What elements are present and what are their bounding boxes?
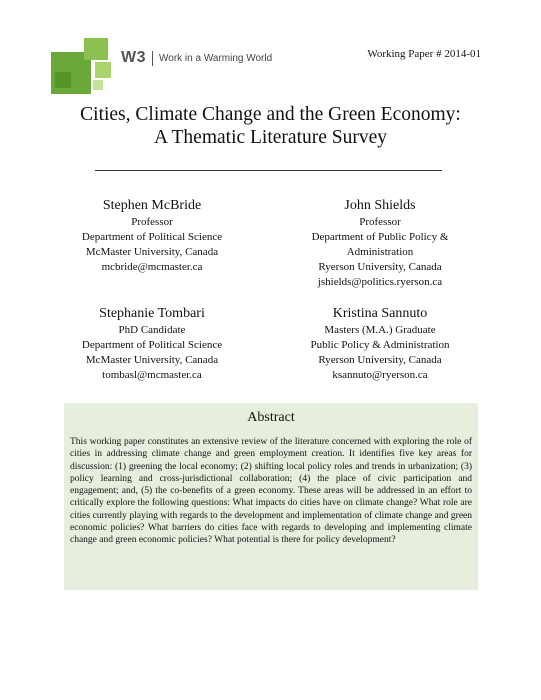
author-position: Professor: [359, 216, 401, 228]
author-name: Stephen McBride: [102, 198, 202, 213]
author-department: Department of Political Science: [81, 231, 223, 243]
author-department-cont: Administration: [346, 246, 414, 258]
author-position: Professor: [131, 216, 173, 228]
author-email: jshields@politics.ryerson.ca: [317, 276, 443, 288]
author-position: PhD Candidate: [118, 324, 186, 336]
author-university: McMaster University, Canada: [85, 354, 219, 366]
logo-square-right: [95, 62, 111, 78]
abstract-heading: Abstract: [247, 410, 295, 425]
brand: [121, 49, 272, 67]
brand-short: W3: [121, 49, 146, 66]
author-email: ksannuto@ryerson.ca: [332, 369, 428, 381]
logo-square-dark: [55, 72, 71, 88]
author-university: Ryerson University, Canada: [318, 261, 442, 273]
abstract-text: This working paper constitutes an extensive review of the literature concerned with exploring the role of cities in addressing climate change and green employment creation. It identifies five key areas for discussion: (1) greening the local economy; (2) shifting local policy roles and trends in urbanization; (3) policy learning and cross-jurisdictional collaboration; (4) the place of civic participation and engagement; and, (5) the co-benefits of a green economy. These areas will be addressed in an effort to critically explore the following questions: What impacts do cities have on climate change? What role are cities currently playing with regards to the development and implementation of climate change and green economic policies? What barriers do cities face with regards to developing and implementing climate change and green economic policies? What potential is there for policy development?: [70, 437, 472, 546]
working-paper-number: Working Paper # 2014-01: [367, 48, 481, 60]
title-line-1: Cities, Climate Change and the Green Economy:: [80, 104, 461, 125]
author-email: mcbride@mcmaster.ca: [101, 261, 203, 273]
author-block: [285, 305, 475, 383]
title-line-2: A Thematic Literature Survey: [153, 127, 388, 148]
logo-square-small: [93, 80, 103, 90]
author-position: Masters (M.A.) Graduate: [324, 324, 436, 336]
brand-tagline: Work in a Warming World: [159, 52, 273, 64]
brand-divider: [152, 51, 153, 66]
abstract-box: [64, 403, 478, 590]
author-university: McMaster University, Canada: [85, 246, 219, 258]
author-department: Department of Political Science: [81, 339, 223, 351]
author-department: Public Policy & Administration: [310, 339, 450, 351]
w3-logo-icon: [51, 38, 111, 94]
author-block: [57, 305, 247, 383]
author-university: Ryerson University, Canada: [318, 354, 442, 366]
author-email: tombasl@mcmaster.ca: [102, 369, 202, 381]
author-name: Stephanie Tombari: [99, 306, 205, 321]
title-divider: [95, 170, 442, 171]
author-block: [285, 197, 475, 290]
author-name: Kristina Sannuto: [332, 306, 428, 321]
paper-title: [0, 103, 541, 149]
logo-square-top: [84, 38, 108, 60]
author-block: [57, 197, 247, 275]
author-name: John Shields: [344, 198, 416, 213]
author-department: Department of Public Policy &: [311, 231, 449, 243]
